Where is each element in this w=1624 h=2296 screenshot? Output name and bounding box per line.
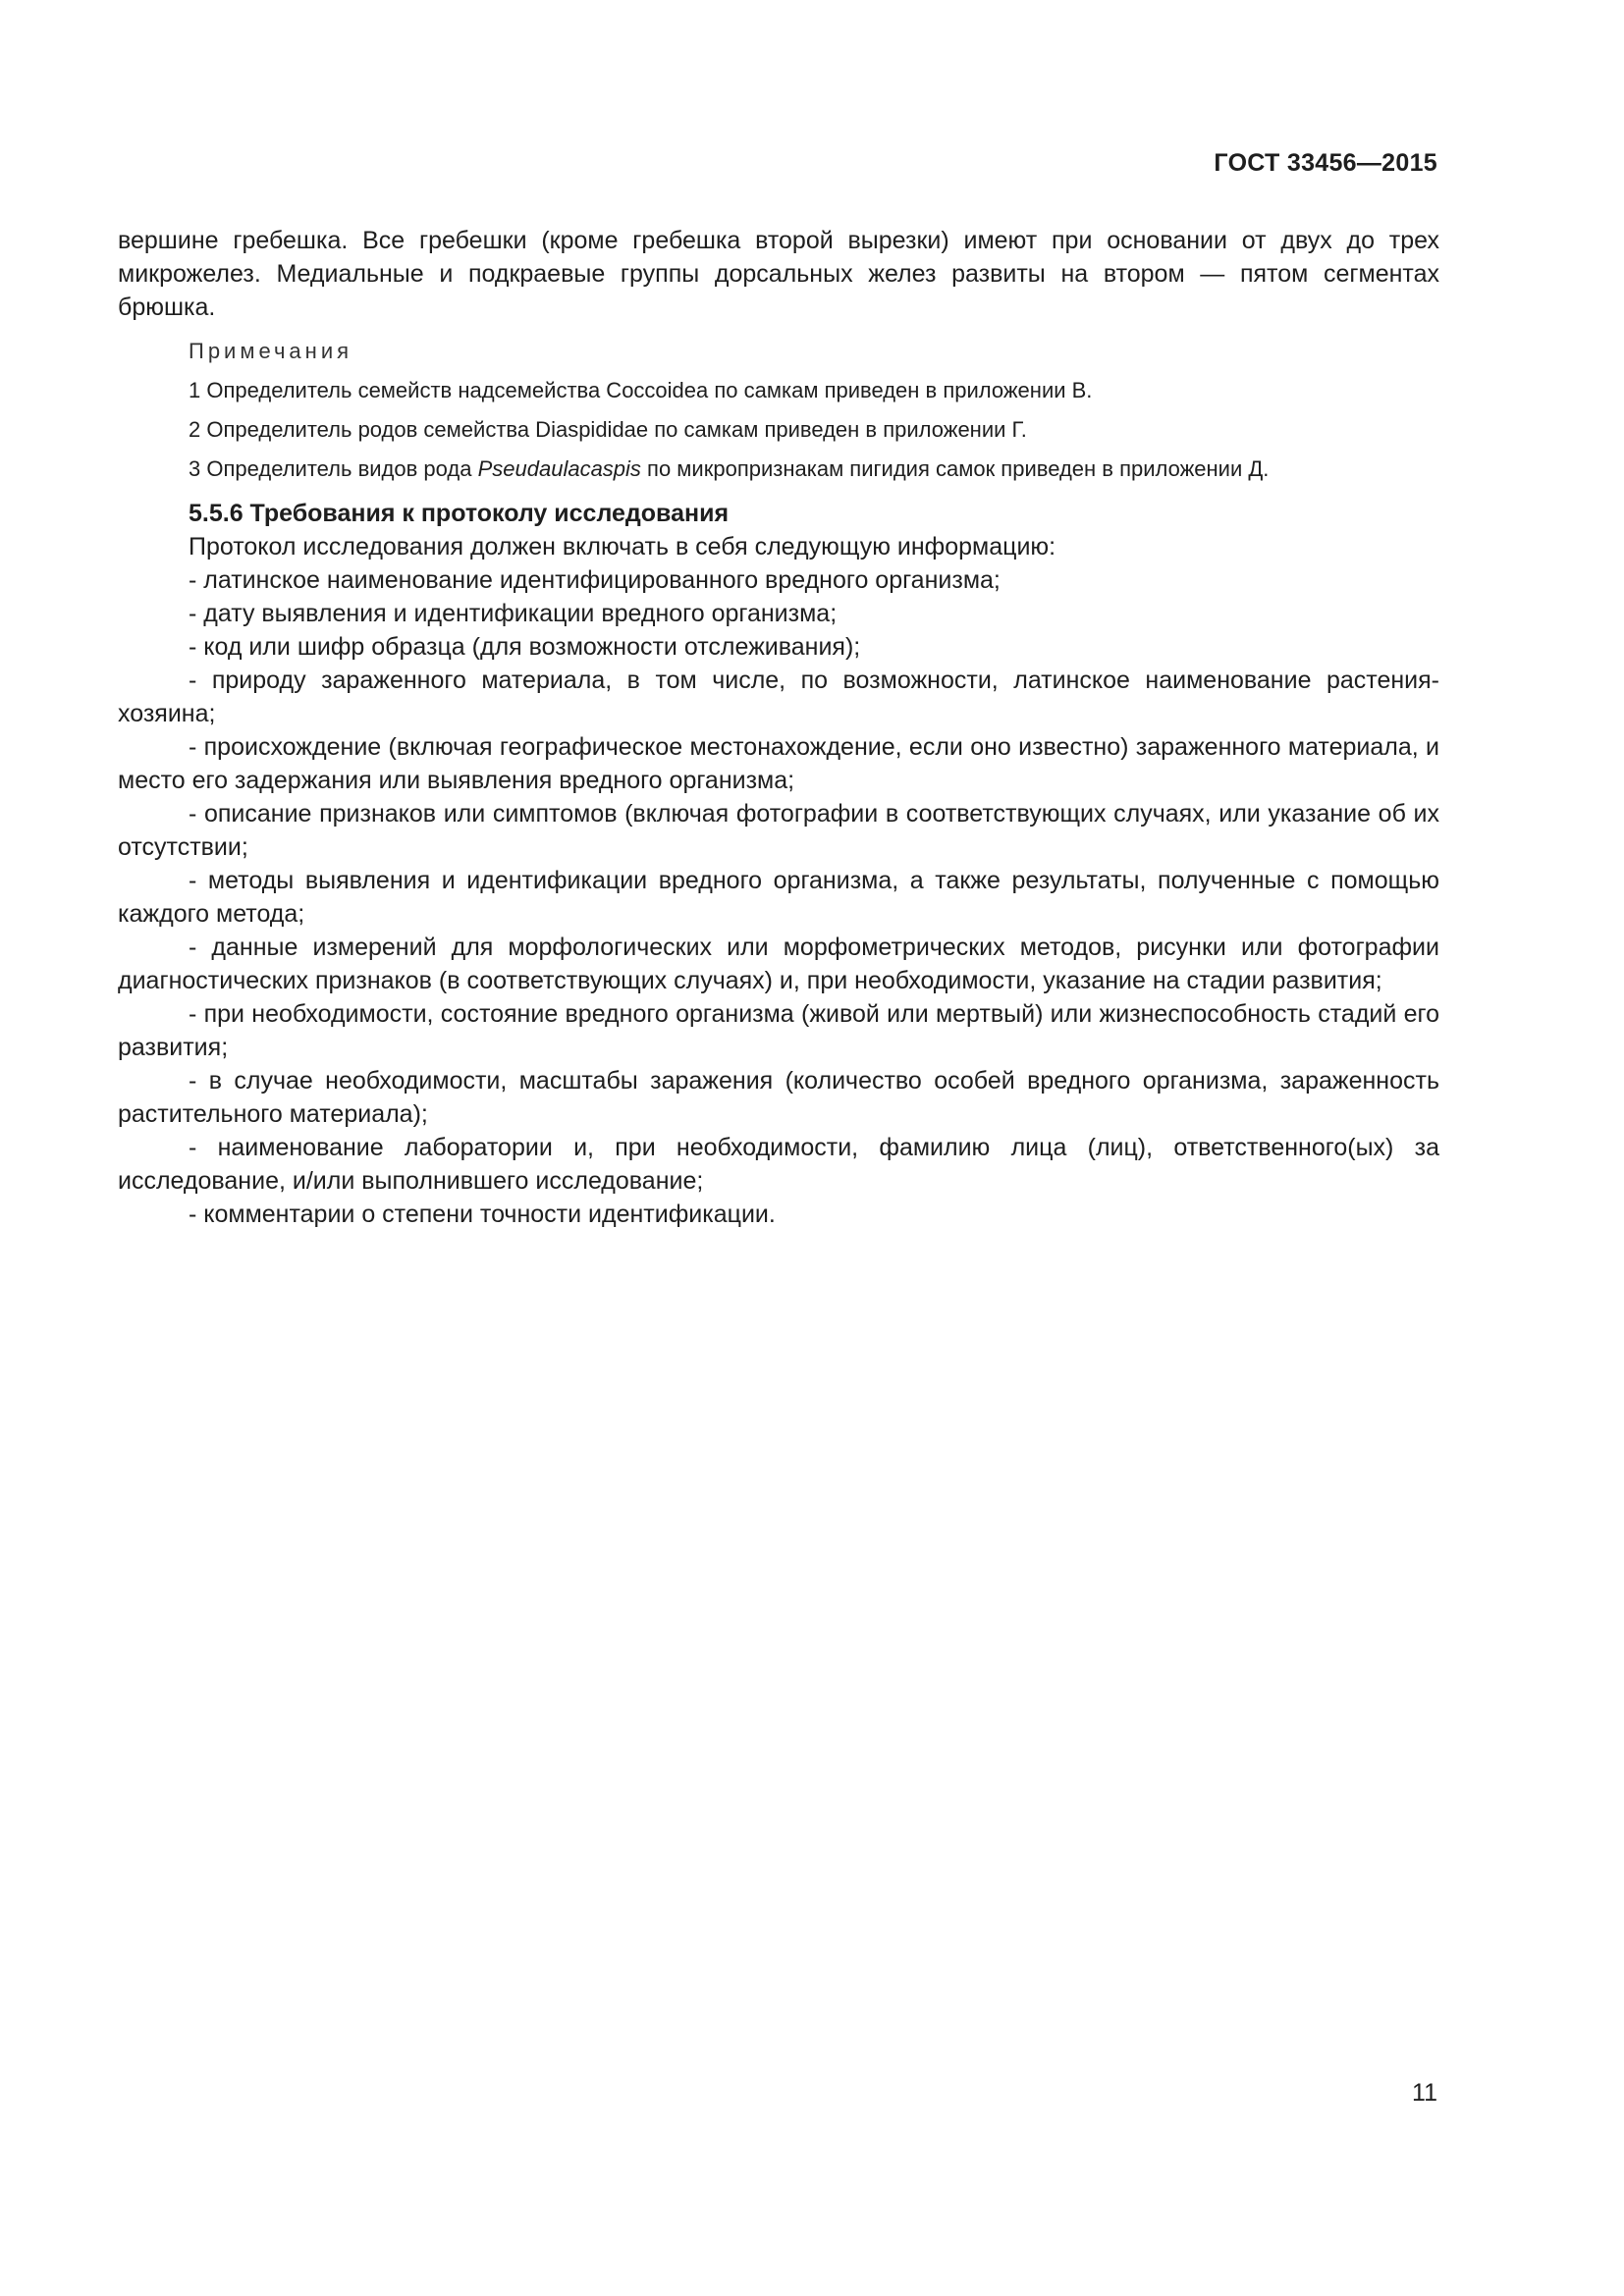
spacer [118, 324, 1439, 336]
list-item: - происхождение (включая географическое местонахождение, если оно известно) зараженного материала, и место его задержания или выявления вредного организма; [118, 733, 1439, 794]
list-item: - природу зараженного материала, в том числе, по возможности, латинское наименование растения-хозяина; [118, 667, 1439, 727]
note-text: 1 Определитель семейств надсемейства Coccoidea по самкам приведен в приложении В. [189, 378, 1093, 402]
note-italic-text: Pseudaulacaspis [477, 456, 641, 481]
list-item: - методы выявления и идентификации вредного организма, а также результаты, полученные с помощью каждого метода; [118, 867, 1439, 928]
list-item: - комментарии о степени точности идентификации. [189, 1201, 776, 1228]
notes-title: Примечания [189, 339, 353, 363]
note-item [118, 410, 1439, 450]
note-item [118, 450, 1439, 489]
list-item: - данные измерений для морфологических или морфометрических методов, рисунки или фотографии диагностических признаков (в соответствующих случаях) и, при необходимости, указание на стадии развития; [118, 934, 1439, 994]
note-text: 3 Определитель видов рода [189, 456, 478, 481]
note-text: 2 Определитель родов семейства Diaspididae по самкам приведен в приложении Г. [189, 417, 1027, 442]
list-item: - дату выявления и идентификации вредного организма; [189, 600, 838, 627]
intro-paragraph: вершине гребешка. Все гребешки (кроме гребешка второй вырезки) имеют при основании от двух до трех микрожелез. Медиальные и подкраевые группы дорсальных желез развиты на втором — пятом сегментах брюшка. [118, 227, 1439, 321]
spacer [118, 489, 1439, 497]
page-content [118, 224, 1439, 1231]
section-lead: Протокол исследования должен включать в себя следующую информацию: [189, 533, 1056, 561]
list-item: - наименование лаборатории и, при необходимости, фамилию лица (лиц), ответственного(ых) за исследование, и/или выполнившего исследование; [118, 1134, 1439, 1195]
note-item [118, 371, 1439, 410]
list-item: - код или шифр образца (для возможности отслеживания); [189, 633, 861, 661]
section-title: 5.5.6 Требования к протоколу исследования [189, 500, 730, 527]
list-item: - латинское наименование идентифицированного вредного организма; [189, 566, 1001, 594]
requirements-list [118, 563, 1439, 1231]
note-text: по микропризнакам пигидия самок приведен в приложении Д. [640, 456, 1270, 481]
list-item: - описание признаков или симптомов (включая фотографии в соответствующих случаях, или указание об их отсутствии; [118, 800, 1439, 861]
page-number: 11 [1412, 2079, 1437, 2107]
list-item: - в случае необходимости, масштабы заражения (количество особей вредного организма, зараженность растительного материала); [118, 1067, 1439, 1128]
document-code-header: ГОСТ 33456—2015 [1214, 149, 1437, 177]
list-item: - при необходимости, состояние вредного организма (живой или мертвый) или жизнеспособность стадий его развития; [118, 1000, 1439, 1061]
